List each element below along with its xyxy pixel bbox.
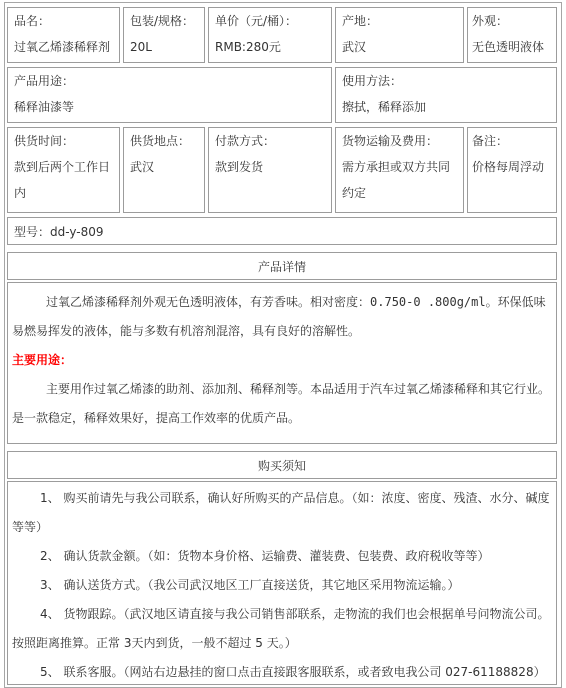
- details-header: [7, 252, 557, 280]
- supply-place-value: 武汉: [130, 160, 155, 174]
- purchase-body: [7, 481, 557, 685]
- usage-cell: [7, 67, 332, 123]
- purchase-item-5: 5、 联系客服。（网站右边悬挂的窗口点击直接跟客服联系，或者致电我公司 027-61188828）: [40, 665, 546, 679]
- purchase-item-3: 3、 确认送货方式。（我公司武汉地区工厂直接送货，其它地区采用物流运输。）: [40, 578, 460, 592]
- details-title: 产品详情: [257, 260, 306, 274]
- details-p1-part2: 。环保低味易燃易挥发的液体，能与多数有机溶剂混溶，具有良好的溶解性。: [12, 295, 546, 338]
- supply-place-label: 供货地点：: [130, 134, 191, 148]
- supply-time-value: 款到后两个工作日内: [14, 160, 111, 200]
- origin-cell: [335, 7, 464, 63]
- details-p1-part1: 过氧乙烯漆稀释剂外观无色透明液体，有芳香味。相对密度：: [46, 295, 371, 309]
- shipping-value: 需方承担或双方共同约定: [342, 160, 451, 200]
- spec-label: 包装/规格：: [130, 14, 195, 28]
- purchase-item-2: 2、 确认货款金额。（如：货物本身价格、运输费、灌装费、包装费、政府税收等等）: [40, 549, 490, 563]
- method-label: 使用方法：: [342, 74, 403, 88]
- remark-cell: [467, 127, 557, 213]
- spec-value: 20L: [130, 40, 152, 54]
- supply-place-cell: [123, 127, 205, 213]
- appearance-label: 外观：: [472, 14, 509, 28]
- shipping-cell: [335, 127, 464, 213]
- purchase-title: 购买须知: [257, 459, 306, 473]
- purchase-item-4: 4、 货物跟踪。（武汉地区请直接与我公司销售部联系，走物流的我们也会根据单号问物流公司。按照距离推算。正常 3天内到货，一般不超过 5 天。）: [12, 607, 550, 650]
- method-value: 擦拭，稀释添加: [342, 100, 427, 114]
- usage-label: 产品用途：: [14, 74, 75, 88]
- supply-time-label: 供货时间：: [14, 134, 75, 148]
- density-value: 0.750-0 .800g/ml: [370, 295, 486, 309]
- name-label: 品名：: [14, 14, 51, 28]
- model-cell: [7, 217, 557, 245]
- details-paragraph-2: 主要用作过氧乙烯漆的助剂、添加剂、稀释剂等。本品适用于汽车过氧乙烯漆稀释和其它行业。是一款稳定，稀释效果好，提高工作效率的优质产品。: [12, 382, 551, 425]
- origin-label: 产地：: [342, 14, 379, 28]
- payment-cell: [208, 127, 332, 213]
- purchase-item-1: 1、 购买前请先与我公司联系，确认好所购买的产品信息。（如：浓度、密度、残渣、水分、碱度等等）: [12, 491, 550, 534]
- product-sheet: [4, 2, 562, 688]
- appearance-cell: [467, 7, 557, 63]
- method-cell: [335, 67, 557, 123]
- supply-time-cell: [7, 127, 120, 213]
- purchase-header: [7, 451, 557, 479]
- name-value: 过氧乙烯漆稀释剂: [14, 40, 111, 54]
- appearance-value: 无色透明液体: [472, 40, 545, 54]
- remark-label: 备注：: [472, 134, 509, 148]
- payment-value: 款到发货: [215, 160, 264, 174]
- payment-label: 付款方式：: [215, 134, 276, 148]
- origin-value: 武汉: [342, 40, 367, 54]
- spec-cell: [123, 7, 205, 63]
- name-cell: [7, 7, 120, 63]
- price-label: 单价（元/桶）：: [215, 14, 298, 28]
- shipping-label: 货物运输及费用：: [342, 134, 439, 148]
- price-cell: [208, 7, 332, 63]
- price-value: RMB:280元: [215, 40, 281, 54]
- model-text: 型号：dd-y-809: [14, 225, 104, 239]
- usage-value: 稀释油漆等: [14, 100, 75, 114]
- details-paragraph-1: [12, 288, 552, 346]
- main-use-heading: 主要用途：: [12, 353, 73, 367]
- details-body: [7, 282, 557, 444]
- remark-value: 价格每周浮动: [472, 160, 545, 174]
